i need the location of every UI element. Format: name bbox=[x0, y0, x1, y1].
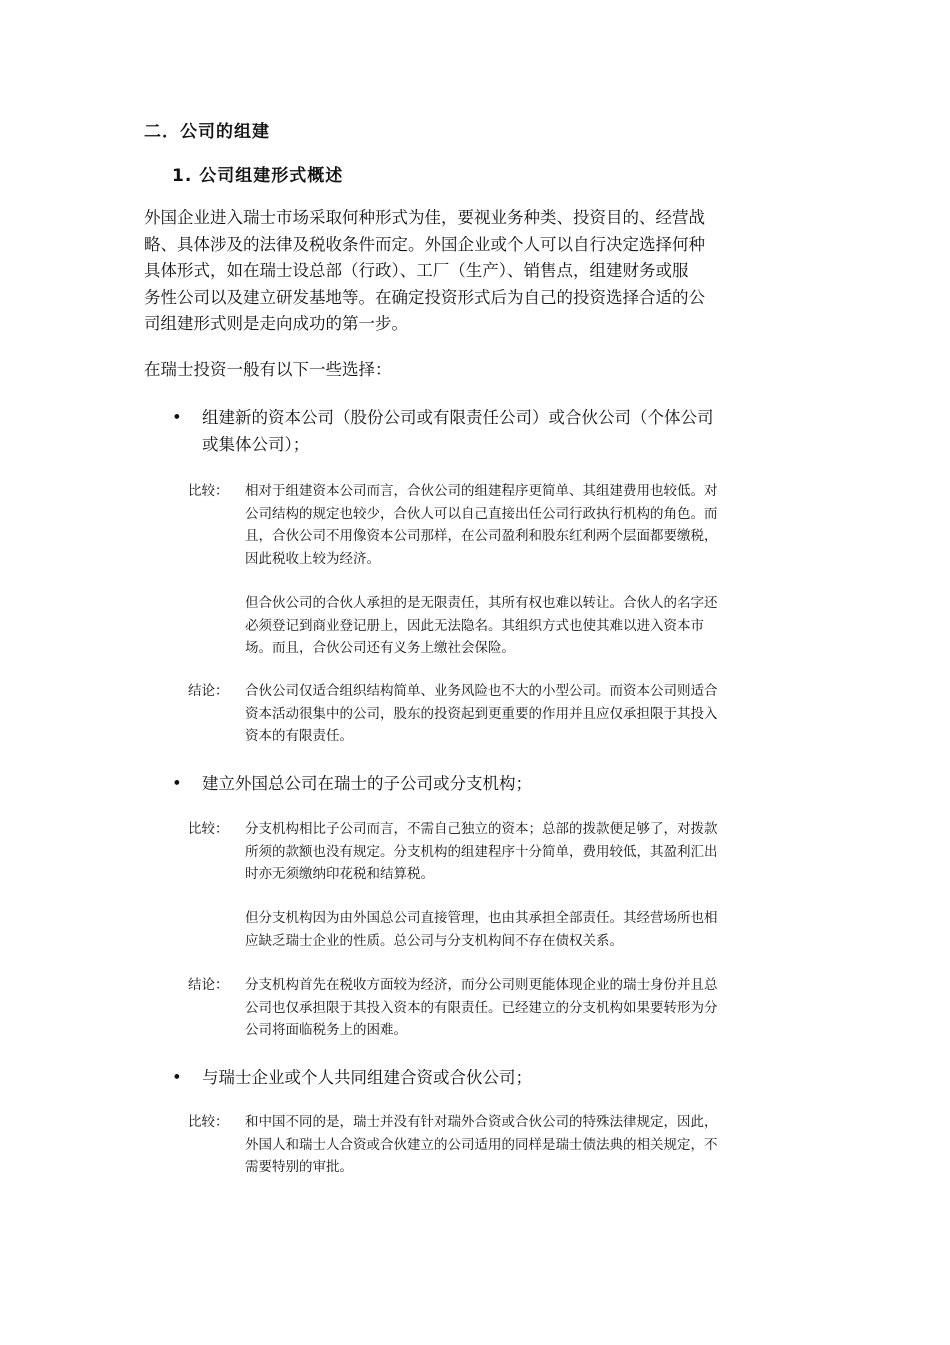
conclusion-label: 结论： bbox=[188, 977, 229, 993]
compare-text-1: 相对于组建资本公司而言，合伙公司的组建程序更简单、其组建费用也较低。对 公司结构的规定也较少，合伙人可以自己直接出任公司行政执行机构的角色。而 且，合伙公司不用像资本公司那样，在公司盈利和股东红利两个层面都要缴税， 因此税收上较为经济。 bbox=[245, 483, 718, 567]
compare-text-2: 但合伙公司的合伙人承担的是无限责任，其所有权也难以转让。合伙人的名字还 必须登记到商业登记册上，因此无法隐名。其组织方式也使其难以进入资本市 场。而且，合伙公司还有义务上缴社会保险。 bbox=[245, 595, 718, 656]
compare-label: 比较： bbox=[188, 1114, 229, 1130]
compare-label: 比较： bbox=[188, 821, 229, 837]
section-heading: 二．公司的组建 bbox=[144, 122, 270, 142]
intro-paragraph: 外国企业进入瑞士市场采取何种形式为佳，要视业务种类、投资目的、经营战 略、具体涉及的法律及税收条件而定。外国企业或个人可以自行决定选择何种 具体形式，如在瑞士设总部（行政）、工厂（生产）、销售点，组建财务或服 务性公司以及建立研发基地等。在确定投资形式后为自己的投资选择合适的公 司组建形式则是走向成功的第一步。 bbox=[144, 208, 705, 333]
compare-text-2: 但分支机构因为由外国总公司直接管理，也由其承担全部责任。其经营场所也相 应缺乏瑞士企业的性质。总公司与分支机构间不存在债权关系。 bbox=[245, 910, 718, 949]
option-2-text: 建立外国总公司在瑞士的子公司或分支机构； bbox=[202, 774, 532, 793]
bullet-icon: • bbox=[172, 774, 182, 793]
lead-paragraph: 在瑞士投资一般有以下一些选择： bbox=[144, 360, 392, 379]
conclusion-text: 分支机构首先在税收方面较为经济，而分公司则更能体现企业的瑞士身份并且总 公司也仅承担限于其投入资本的有限责任。已经建立的分支机构如果要转形为分 公司将面临税务上的困难。 bbox=[245, 977, 718, 1038]
conclusion-label: 结论： bbox=[188, 683, 229, 699]
bullet-icon: • bbox=[172, 1068, 182, 1087]
option-1-text: 组建新的资本公司（股份公司或有限责任公司）或合伙公司（个体公司 或集体公司）； bbox=[202, 408, 714, 454]
compare-label: 比较： bbox=[188, 483, 229, 499]
conclusion-text: 合伙公司仅适合组织结构简单、业务风险也不大的小型公司。而资本公司则适合 资本活动很集中的公司，股东的投资起到更重要的作用并且应仅承担限于其投入 资本的有限责任。 bbox=[245, 683, 718, 744]
option-3-text: 与瑞士企业或个人共同组建合资或合伙公司； bbox=[202, 1068, 532, 1087]
compare-text-1: 和中国不同的是，瑞士并没有针对瑞外合资或合伙公司的特殊法律规定，因此， 外国人和瑞士人合资或合伙建立的公司适用的同样是瑞士债法典的相关规定，不 需要特别的审批。 bbox=[245, 1114, 718, 1175]
bullet-icon: • bbox=[172, 408, 182, 427]
subsection-heading: 1. 公司组建形式概述 bbox=[172, 166, 344, 186]
compare-text-1: 分支机构相比子公司而言，不需自己独立的资本；总部的拨款便足够了，对拨款 所须的款额也没有规定。分支机构的组建程序十分简单，费用较低，其盈利汇出 时亦无须缴纳印花税和结算税。 bbox=[245, 821, 718, 882]
